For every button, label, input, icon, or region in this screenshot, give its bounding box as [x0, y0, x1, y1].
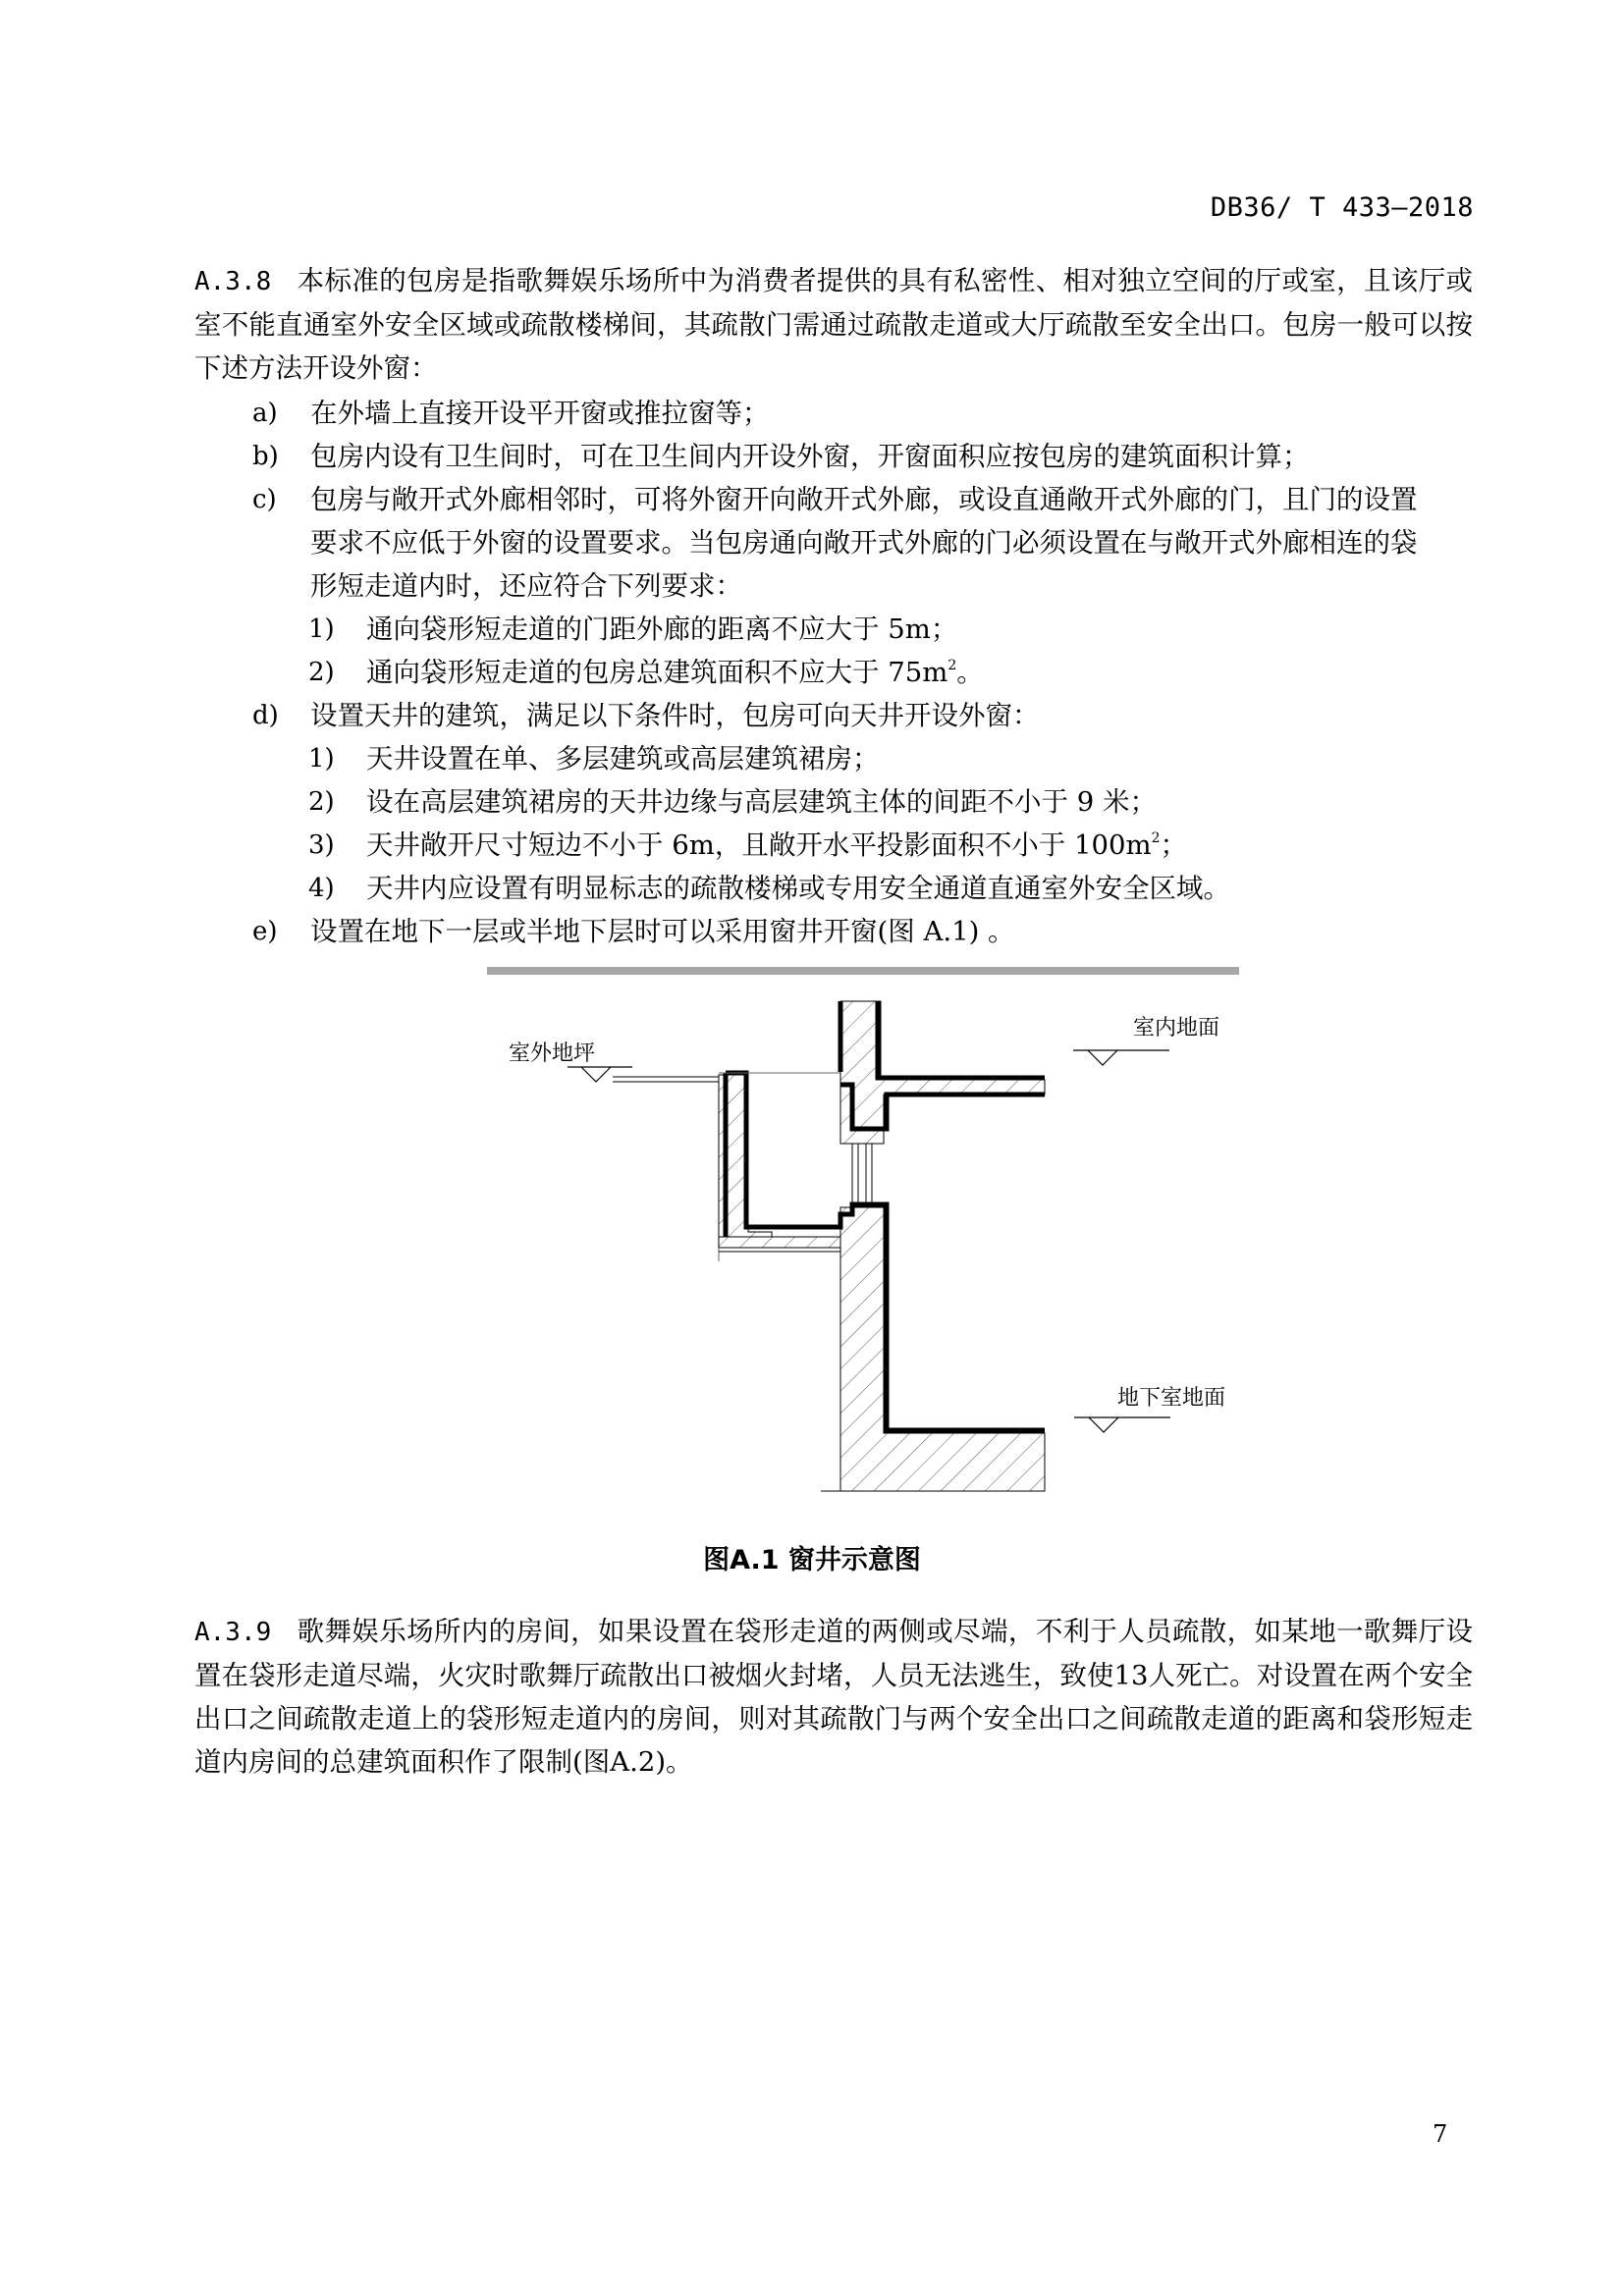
list-item: 设置天井的建筑，满足以下条件时，包房可向天井开设外窗：: [310, 700, 1040, 731]
clause-text: 歌舞娱乐场所内的房间，如果设置在袋形走道的两侧或尽端，不利于人员疏散，如某地一歌舞厅设置在袋形走道尽端，火灾时歌舞厅疏散出口被烟火封堵，人员无法逃生，致使13人死亡。对设置在两个安全出口之间疏散走道上的袋形短走道内的房间，则对其疏散门与两个安全出口之间疏散走道的距离和袋形短走道内房间的总建筑面积作了限制(图A.2)。: [194, 1616, 1473, 1778]
sublist-item: 天井内应设置有明显标志的疏散楼梯或专用安全通道直通室外安全区域。: [366, 873, 1230, 904]
sublist-marker: 2): [308, 658, 335, 687]
clause-number: A.3.8: [194, 267, 272, 296]
figure-caption: 图A.1 窗井示意图: [703, 1545, 921, 1575]
window-well-figure: [487, 967, 1243, 1506]
label-outdoor-grade: 室外地坪: [509, 1041, 596, 1066]
wall-outline: [726, 1001, 1045, 1430]
list-item-line: 要求不应低于外窗的设置要求。当包房通向敞开式外廊的门必须设置在与敞开式外廊相连的袋: [310, 527, 1418, 559]
document-code: DB36/ T 433—2018: [1210, 192, 1474, 223]
sublist-item: 设在高层建筑裙房的天井边缘与高层建筑主体的间距不小于 9 米；: [366, 786, 1157, 818]
sublist-text: 天井敞开尺寸短边不小于 6m，且敞开水平投影面积不小于 100m: [366, 829, 1152, 861]
list-marker: c): [252, 485, 277, 514]
sublist-marker: 4): [308, 874, 335, 903]
list-marker: b): [252, 442, 279, 471]
sublist-item: 天井设置在单、多层建筑或高层建筑裙房；: [366, 743, 880, 774]
window-well-diagram: [487, 967, 1243, 1502]
clause-number: A.3.9: [194, 1618, 272, 1647]
sublist-marker: 1): [308, 744, 335, 774]
sublist-item: [366, 651, 984, 694]
clause-a38: [194, 259, 1473, 390]
label-basement-floor: 地下室地面: [1117, 1386, 1226, 1411]
level-mark-indoor: [1073, 1050, 1169, 1065]
list-item-line: 包房与敞开式外廊相邻时，可将外窗开向敞开式外廊，或设直通敞开式外廊的门，且门的设置: [310, 484, 1418, 515]
sublist-text-end: ；: [1160, 829, 1188, 861]
sublist-text: 通向袋形短走道的包房总建筑面积不应大于 75m: [366, 657, 948, 688]
list-marker: a): [252, 399, 278, 428]
level-mark-basement: [1074, 1417, 1170, 1432]
superscript: 2: [947, 658, 957, 673]
sublist-item: 通向袋形短走道的门距外廊的距离不应大于 5m；: [366, 614, 958, 645]
sublist-marker: 3): [308, 830, 335, 860]
clause-text: 本标准的包房是指歌舞娱乐场所中为消费者提供的具有私密性、相对独立空间的厅或室，且该厅或室不能直通室外安全区域或疏散楼梯间，其疏散门需通过疏散走道或大厅疏散至安全出口。包房一般可以按下述方法开设外窗：: [194, 265, 1473, 384]
label-indoor-floor: 室内地面: [1133, 1016, 1220, 1041]
figure-top-border: [487, 967, 1239, 975]
page-number: 7: [1433, 2120, 1448, 2148]
list-marker: e): [252, 917, 278, 946]
sublist-marker: 1): [308, 614, 335, 644]
sublist-marker: 2): [308, 787, 335, 817]
superscript: 2: [1151, 830, 1161, 846]
clause-a39: [194, 1610, 1473, 1784]
level-mark-outdoor: [568, 1067, 632, 1082]
sublist-text-end: 。: [956, 657, 984, 688]
list-item: 包房内设有卫生间时，可在卫生间内开设外窗，开窗面积应按包房的建筑面积计算；: [310, 441, 1310, 472]
concrete-walls: [719, 1001, 1045, 1491]
list-item: 设置在地下一层或半地下层时可以采用窗井开窗(图 A.1) 。: [310, 916, 1015, 947]
sublist-item: [366, 824, 1187, 867]
list-item: 在外墙上直接开设平开窗或推拉窗等；: [310, 398, 770, 429]
list-item-line: 形短走道内时，还应符合下列要求：: [310, 570, 742, 602]
list-marker: d): [252, 701, 279, 730]
